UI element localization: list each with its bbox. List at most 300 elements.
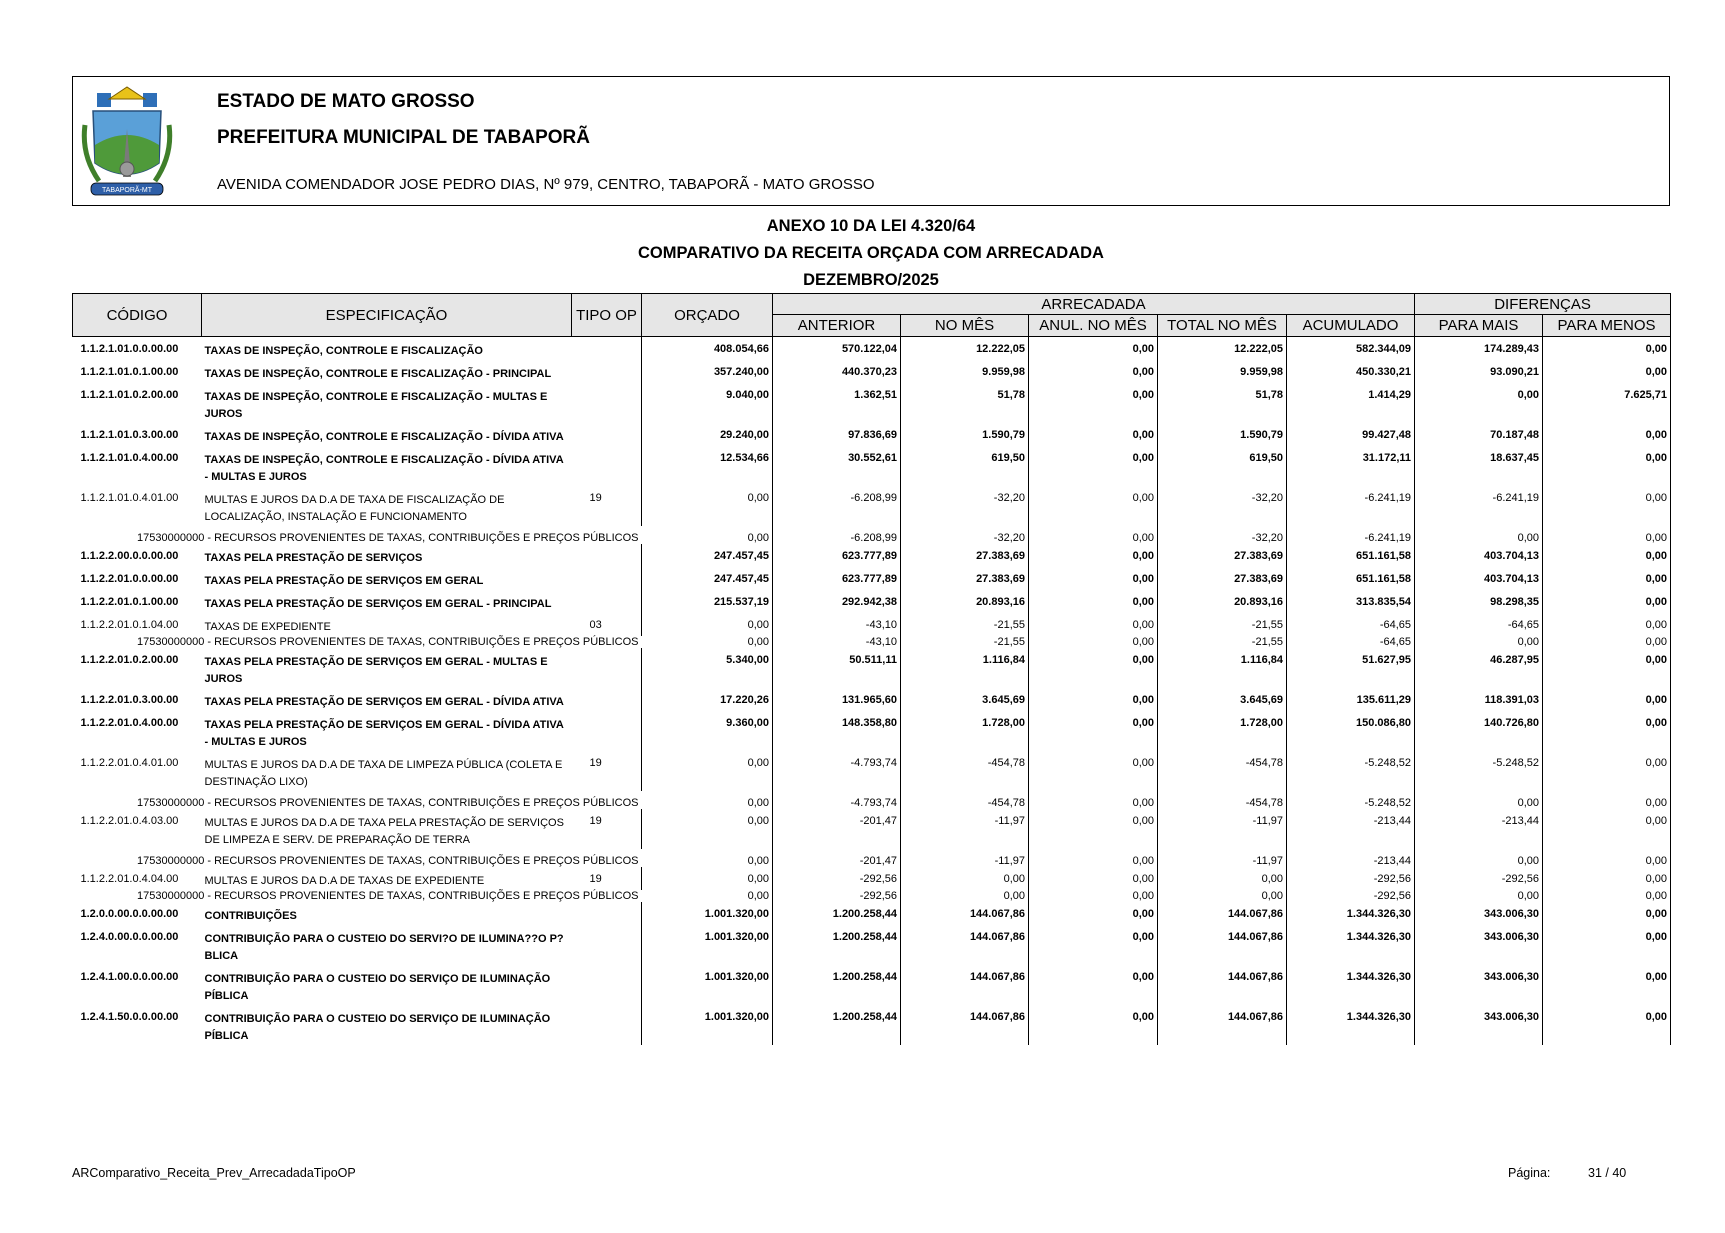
cell-orcado: 9.040,00 bbox=[642, 383, 773, 423]
row-code: 1.1.2.2.01.0.4.00.00 bbox=[80, 717, 179, 729]
cell-no-mes: 144.067,86 bbox=[901, 925, 1029, 965]
row-specification: TAXAS DE INSPEÇÃO, CONTROLE E FISCALIZAÇÃO - PRINCIPAL bbox=[204, 368, 552, 380]
resource-source: 17530000000 - RECURSOS PROVENIENTES DE TAXAS, CONTRIBUIÇÕES E PREÇOS PÚBLICOS bbox=[137, 636, 639, 648]
cell-anterior: 30.552,61 bbox=[773, 446, 901, 486]
cell-acumulado: 1.414,29 bbox=[1287, 383, 1415, 423]
col-header-para-menos: PARA MENOS bbox=[1543, 315, 1671, 337]
cell-anul-no-mes: 0,00 bbox=[1029, 383, 1158, 423]
cell-para-mais: 140.726,80 bbox=[1415, 711, 1543, 751]
cell-para-mais: 343.006,30 bbox=[1415, 925, 1543, 965]
cell-orcado: 0,00 bbox=[642, 526, 773, 544]
cell-orcado: 215.537,19 bbox=[642, 590, 773, 613]
cell-no-mes: -32,20 bbox=[901, 486, 1029, 526]
resource-row bbox=[73, 636, 1671, 648]
cell-para-menos: 0,00 bbox=[1543, 648, 1671, 688]
table-row bbox=[73, 648, 1671, 688]
cell-para-mais: 343.006,30 bbox=[1415, 1005, 1543, 1045]
row-specification: MULTAS E JUROS DA D.A DE TAXA PELA PRESTAÇÃO DE SERVIÇOS DE LIMPEZA E SERV. DE PREPARAÇÃO DE TERRA bbox=[204, 817, 564, 846]
row-code: 1.1.2.2.01.0.4.01.00 bbox=[80, 757, 179, 769]
cell-acumulado: 651.161,58 bbox=[1287, 567, 1415, 590]
row-specification: TAXAS DE INSPEÇÃO, CONTROLE E FISCALIZAÇÃO bbox=[204, 345, 483, 357]
row-tipo-op bbox=[572, 544, 642, 567]
cell-anterior: 1.200.258,44 bbox=[773, 1005, 901, 1045]
col-header-anterior: ANTERIOR bbox=[773, 315, 901, 337]
resource-row bbox=[73, 849, 1671, 867]
cell-para-menos: 0,00 bbox=[1543, 711, 1671, 751]
row-tipo-op: 19 bbox=[572, 809, 642, 849]
resource-source: 17530000000 - RECURSOS PROVENIENTES DE TAXAS, CONTRIBUIÇÕES E PREÇOS PÚBLICOS bbox=[137, 855, 639, 867]
cell-para-menos: 0,00 bbox=[1543, 544, 1671, 567]
row-tipo-op bbox=[572, 1005, 642, 1045]
cell-orcado: 408.054,66 bbox=[642, 337, 773, 361]
cell-anul-no-mes: 0,00 bbox=[1029, 1005, 1158, 1045]
report-title-period: DEZEMBRO/2025 bbox=[803, 271, 939, 289]
table-row bbox=[73, 613, 1671, 636]
cell-para-mais: -292,56 bbox=[1415, 867, 1543, 890]
table-row bbox=[73, 590, 1671, 613]
municipal-crest-icon bbox=[79, 85, 175, 201]
cell-acumulado: -213,44 bbox=[1287, 849, 1415, 867]
row-code: 1.2.4.0.00.0.0.00.00 bbox=[80, 931, 179, 943]
col-header-acumulado: ACUMULADO bbox=[1287, 315, 1415, 337]
table-row bbox=[73, 925, 1671, 965]
cell-anterior: 623.777,89 bbox=[773, 567, 901, 590]
row-code: 1.1.2.2.01.0.2.00.00 bbox=[80, 654, 179, 666]
row-specification: MULTAS E JUROS DA D.A DE TAXAS DE EXPEDIENTE bbox=[204, 875, 485, 887]
cell-para-mais: 18.637,45 bbox=[1415, 446, 1543, 486]
cell-total-no-mes: -454,78 bbox=[1158, 791, 1287, 809]
cell-para-menos: 0,00 bbox=[1543, 791, 1671, 809]
row-specification: TAXAS PELA PRESTAÇÃO DE SERVIÇOS EM GERAL bbox=[204, 575, 484, 587]
revenue-table bbox=[72, 293, 1671, 1045]
row-specification: TAXAS PELA PRESTAÇÃO DE SERVIÇOS EM GERAL - DÍVIDA ATIVA bbox=[204, 696, 564, 708]
cell-acumulado: -292,56 bbox=[1287, 890, 1415, 902]
cell-total-no-mes: 144.067,86 bbox=[1158, 965, 1287, 1005]
cell-anterior: 148.358,80 bbox=[773, 711, 901, 751]
cell-anul-no-mes: 0,00 bbox=[1029, 751, 1158, 791]
row-specification: TAXAS DE INSPEÇÃO, CONTROLE E FISCALIZAÇÃO - DÍVIDA ATIVA bbox=[204, 431, 564, 443]
row-specification: CONTRIBUIÇÃO PARA O CUSTEIO DO SERVIÇO DE ILUMINAÇÃO PÍBLICA bbox=[204, 1013, 551, 1042]
row-tipo-op: 19 bbox=[572, 867, 642, 890]
cell-total-no-mes: 144.067,86 bbox=[1158, 925, 1287, 965]
col-header-total-no-mes: TOTAL NO MÊS bbox=[1158, 315, 1287, 337]
cell-para-mais: 46.287,95 bbox=[1415, 648, 1543, 688]
cell-total-no-mes: -21,55 bbox=[1158, 613, 1287, 636]
cell-orcado: 357.240,00 bbox=[642, 360, 773, 383]
cell-anterior: -6.208,99 bbox=[773, 526, 901, 544]
cell-total-no-mes: 1.728,00 bbox=[1158, 711, 1287, 751]
table-row bbox=[73, 360, 1671, 383]
cell-anterior: 1.362,51 bbox=[773, 383, 901, 423]
row-tipo-op bbox=[572, 648, 642, 688]
cell-orcado: 0,00 bbox=[642, 867, 773, 890]
row-code: 1.1.2.2.01.0.3.00.00 bbox=[80, 694, 179, 706]
cell-para-mais: 174.289,43 bbox=[1415, 337, 1543, 361]
cell-acumulado: 1.344.326,30 bbox=[1287, 902, 1415, 925]
cell-acumulado: 1.344.326,30 bbox=[1287, 965, 1415, 1005]
cell-para-mais: 343.006,30 bbox=[1415, 965, 1543, 1005]
cell-orcado: 1.001.320,00 bbox=[642, 1005, 773, 1045]
row-tipo-op bbox=[572, 567, 642, 590]
row-specification: TAXAS PELA PRESTAÇÃO DE SERVIÇOS EM GERAL - PRINCIPAL bbox=[204, 598, 552, 610]
prefecture-address: AVENIDA COMENDADOR JOSE PEDRO DIAS, Nº 979, CENTRO, TABAPORÃ - MATO GROSSO bbox=[217, 176, 875, 193]
cell-para-menos: 0,00 bbox=[1543, 636, 1671, 648]
cell-no-mes: 144.067,86 bbox=[901, 902, 1029, 925]
cell-para-menos: 0,00 bbox=[1543, 751, 1671, 791]
cell-anterior: -43,10 bbox=[773, 636, 901, 648]
report-title-main: COMPARATIVO DA RECEITA ORÇADA COM ARRECADADA bbox=[638, 244, 1104, 262]
cell-no-mes: 20.893,16 bbox=[901, 590, 1029, 613]
cell-acumulado: -6.241,19 bbox=[1287, 526, 1415, 544]
cell-para-menos: 0,00 bbox=[1543, 849, 1671, 867]
cell-orcado: 0,00 bbox=[642, 849, 773, 867]
table-row bbox=[73, 544, 1671, 567]
cell-no-mes: 27.383,69 bbox=[901, 544, 1029, 567]
row-specification: TAXAS PELA PRESTAÇÃO DE SERVIÇOS bbox=[204, 552, 423, 564]
cell-anul-no-mes: 0,00 bbox=[1029, 711, 1158, 751]
cell-para-menos: 0,00 bbox=[1543, 965, 1671, 1005]
cell-total-no-mes: 20.893,16 bbox=[1158, 590, 1287, 613]
cell-anul-no-mes: 0,00 bbox=[1029, 636, 1158, 648]
cell-acumulado: 313.835,54 bbox=[1287, 590, 1415, 613]
cell-orcado: 0,00 bbox=[642, 751, 773, 791]
cell-anterior: -201,47 bbox=[773, 809, 901, 849]
row-specification: CONTRIBUIÇÃO PARA O CUSTEIO DO SERVI?O DE ILUMINA??O P?BLICA bbox=[204, 933, 564, 962]
col-group-diferencas: DIFERENÇAS bbox=[1415, 294, 1671, 315]
row-code: 1.1.2.1.01.0.0.00.00 bbox=[80, 343, 179, 355]
row-specification: MULTAS E JUROS DA D.A DE TAXA DE FISCALIZAÇÃO DE LOCALIZAÇÃO, INSTALAÇÃO E FUNCIONAMENTO bbox=[204, 494, 505, 523]
cell-total-no-mes: -454,78 bbox=[1158, 751, 1287, 791]
cell-para-menos: 0,00 bbox=[1543, 567, 1671, 590]
cell-anterior: -43,10 bbox=[773, 613, 901, 636]
cell-no-mes: 0,00 bbox=[901, 867, 1029, 890]
row-specification: MULTAS E JUROS DA D.A DE TAXA DE LIMPEZA PÚBLICA (COLETA E DESTINAÇÃO LIXO) bbox=[204, 759, 563, 788]
row-tipo-op bbox=[572, 902, 642, 925]
table-row bbox=[73, 965, 1671, 1005]
cell-no-mes: 619,50 bbox=[901, 446, 1029, 486]
cell-orcado: 0,00 bbox=[642, 890, 773, 902]
resource-source: 17530000000 - RECURSOS PROVENIENTES DE TAXAS, CONTRIBUIÇÕES E PREÇOS PÚBLICOS bbox=[137, 890, 639, 902]
row-code: 1.1.2.2.01.0.0.00.00 bbox=[80, 573, 179, 585]
col-header-orcado: ORÇADO bbox=[642, 294, 773, 337]
row-specification: CONTRIBUIÇÕES bbox=[204, 910, 297, 922]
cell-para-menos: 0,00 bbox=[1543, 613, 1671, 636]
cell-total-no-mes: 12.222,05 bbox=[1158, 337, 1287, 361]
row-tipo-op bbox=[572, 423, 642, 446]
cell-para-menos: 0,00 bbox=[1543, 925, 1671, 965]
row-code: 1.1.2.2.01.0.1.00.00 bbox=[80, 596, 179, 608]
cell-para-mais: 403.704,13 bbox=[1415, 567, 1543, 590]
cell-para-menos: 0,00 bbox=[1543, 688, 1671, 711]
cell-orcado: 12.534,66 bbox=[642, 446, 773, 486]
cell-para-menos: 0,00 bbox=[1543, 1005, 1671, 1045]
col-header-codigo: CÓDIGO bbox=[73, 294, 202, 337]
cell-no-mes: -454,78 bbox=[901, 751, 1029, 791]
resource-source: 17530000000 - RECURSOS PROVENIENTES DE TAXAS, CONTRIBUIÇÕES E PREÇOS PÚBLICOS bbox=[137, 797, 639, 809]
table-row bbox=[73, 383, 1671, 423]
row-specification: TAXAS PELA PRESTAÇÃO DE SERVIÇOS EM GERAL - MULTAS E JUROS bbox=[204, 656, 548, 685]
row-tipo-op: 19 bbox=[572, 751, 642, 791]
cell-orcado: 1.001.320,00 bbox=[642, 965, 773, 1005]
cell-no-mes: -454,78 bbox=[901, 791, 1029, 809]
cell-para-mais: -213,44 bbox=[1415, 809, 1543, 849]
cell-anul-no-mes: 0,00 bbox=[1029, 890, 1158, 902]
table-row bbox=[73, 751, 1671, 791]
cell-acumulado: 51.627,95 bbox=[1287, 648, 1415, 688]
cell-no-mes: -32,20 bbox=[901, 526, 1029, 544]
col-group-arrecadada: ARRECADADA bbox=[773, 294, 1415, 315]
cell-total-no-mes: -32,20 bbox=[1158, 486, 1287, 526]
cell-orcado: 9.360,00 bbox=[642, 711, 773, 751]
table-row bbox=[73, 337, 1671, 361]
cell-anul-no-mes: 0,00 bbox=[1029, 867, 1158, 890]
table-row bbox=[73, 1005, 1671, 1045]
cell-no-mes: 12.222,05 bbox=[901, 337, 1029, 361]
cell-orcado: 0,00 bbox=[642, 809, 773, 849]
cell-acumulado: 651.161,58 bbox=[1287, 544, 1415, 567]
cell-no-mes: 144.067,86 bbox=[901, 1005, 1029, 1045]
cell-anterior: 1.200.258,44 bbox=[773, 902, 901, 925]
table-row bbox=[73, 902, 1671, 925]
cell-anterior: 50.511,11 bbox=[773, 648, 901, 688]
row-tipo-op: 03 bbox=[572, 613, 642, 636]
cell-anterior: -6.208,99 bbox=[773, 486, 901, 526]
cell-acumulado: -64,65 bbox=[1287, 613, 1415, 636]
table-row bbox=[73, 423, 1671, 446]
cell-orcado: 1.001.320,00 bbox=[642, 902, 773, 925]
cell-anul-no-mes: 0,00 bbox=[1029, 486, 1158, 526]
row-code: 1.1.2.1.01.0.1.00.00 bbox=[80, 366, 179, 378]
cell-anul-no-mes: 0,00 bbox=[1029, 965, 1158, 1005]
cell-orcado: 247.457,45 bbox=[642, 567, 773, 590]
cell-acumulado: 31.172,11 bbox=[1287, 446, 1415, 486]
cell-no-mes: 9.959,98 bbox=[901, 360, 1029, 383]
cell-anterior: 623.777,89 bbox=[773, 544, 901, 567]
row-specification: TAXAS PELA PRESTAÇÃO DE SERVIÇOS EM GERAL - DÍVIDA ATIVA - MULTAS E JUROS bbox=[204, 719, 564, 748]
cell-para-mais: -5.248,52 bbox=[1415, 751, 1543, 791]
cell-para-mais: 70.187,48 bbox=[1415, 423, 1543, 446]
col-header-no-mes: NO MÊS bbox=[901, 315, 1029, 337]
cell-anterior: 292.942,38 bbox=[773, 590, 901, 613]
cell-anul-no-mes: 0,00 bbox=[1029, 809, 1158, 849]
cell-no-mes: 1.728,00 bbox=[901, 711, 1029, 751]
cell-acumulado: 582.344,09 bbox=[1287, 337, 1415, 361]
row-tipo-op: 19 bbox=[572, 486, 642, 526]
cell-anul-no-mes: 0,00 bbox=[1029, 849, 1158, 867]
cell-acumulado: -5.248,52 bbox=[1287, 791, 1415, 809]
cell-total-no-mes: 0,00 bbox=[1158, 867, 1287, 890]
cell-acumulado: -64,65 bbox=[1287, 636, 1415, 648]
cell-anterior: -4.793,74 bbox=[773, 791, 901, 809]
row-tipo-op bbox=[572, 360, 642, 383]
row-tipo-op bbox=[572, 337, 642, 361]
cell-no-mes: 1.116,84 bbox=[901, 648, 1029, 688]
cell-para-mais: 118.391,03 bbox=[1415, 688, 1543, 711]
cell-anul-no-mes: 0,00 bbox=[1029, 446, 1158, 486]
cell-no-mes: -11,97 bbox=[901, 809, 1029, 849]
row-code: 1.1.2.2.01.0.4.03.00 bbox=[80, 815, 179, 827]
svg-text:TABAPORÃ-MT: TABAPORÃ-MT bbox=[101, 187, 153, 194]
row-code: 1.1.2.2.01.0.4.04.00 bbox=[80, 873, 179, 885]
cell-anul-no-mes: 0,00 bbox=[1029, 590, 1158, 613]
cell-para-mais: 0,00 bbox=[1415, 849, 1543, 867]
cell-para-menos: 0,00 bbox=[1543, 526, 1671, 544]
cell-anul-no-mes: 0,00 bbox=[1029, 423, 1158, 446]
cell-para-mais: 0,00 bbox=[1415, 890, 1543, 902]
page-label: Página: bbox=[1508, 1166, 1551, 1180]
cell-total-no-mes: -21,55 bbox=[1158, 636, 1287, 648]
page-number: 31 / 40 bbox=[1588, 1166, 1627, 1180]
cell-orcado: 0,00 bbox=[642, 636, 773, 648]
cell-para-mais: 0,00 bbox=[1415, 636, 1543, 648]
cell-acumulado: 99.427,48 bbox=[1287, 423, 1415, 446]
row-code: 1.1.2.2.00.0.0.00.00 bbox=[80, 550, 179, 562]
cell-para-menos: 0,00 bbox=[1543, 867, 1671, 890]
cell-total-no-mes: 144.067,86 bbox=[1158, 1005, 1287, 1045]
col-header-tipo-op: TIPO OP bbox=[572, 294, 642, 337]
cell-total-no-mes: -32,20 bbox=[1158, 526, 1287, 544]
cell-anul-no-mes: 0,00 bbox=[1029, 567, 1158, 590]
row-specification: TAXAS DE INSPEÇÃO, CONTROLE E FISCALIZAÇÃO - MULTAS E JUROS bbox=[204, 391, 548, 420]
cell-total-no-mes: -11,97 bbox=[1158, 809, 1287, 849]
cell-orcado: 247.457,45 bbox=[642, 544, 773, 567]
cell-orcado: 1.001.320,00 bbox=[642, 925, 773, 965]
table-row bbox=[73, 809, 1671, 849]
table-row bbox=[73, 486, 1671, 526]
table-row bbox=[73, 867, 1671, 890]
row-code: 1.2.4.1.00.0.0.00.00 bbox=[80, 971, 179, 983]
cell-para-mais: 0,00 bbox=[1415, 526, 1543, 544]
row-code: 1.1.2.1.01.0.4.01.00 bbox=[80, 492, 179, 504]
row-specification: TAXAS DE EXPEDIENTE bbox=[204, 621, 331, 633]
report-header bbox=[72, 76, 1670, 206]
cell-total-no-mes: 51,78 bbox=[1158, 383, 1287, 423]
prefecture-name: PREFEITURA MUNICIPAL DE TABAPORÃ bbox=[217, 127, 590, 148]
cell-anterior: 1.200.258,44 bbox=[773, 925, 901, 965]
cell-para-menos: 0,00 bbox=[1543, 360, 1671, 383]
cell-anterior: 97.836,69 bbox=[773, 423, 901, 446]
cell-total-no-mes: 619,50 bbox=[1158, 446, 1287, 486]
cell-orcado: 29.240,00 bbox=[642, 423, 773, 446]
cell-anterior: 570.122,04 bbox=[773, 337, 901, 361]
cell-total-no-mes: 1.590,79 bbox=[1158, 423, 1287, 446]
row-tipo-op bbox=[572, 590, 642, 613]
cell-anterior: -292,56 bbox=[773, 867, 901, 890]
table-row bbox=[73, 711, 1671, 751]
table-row bbox=[73, 567, 1671, 590]
report-titles bbox=[72, 213, 1670, 294]
cell-acumulado: 1.344.326,30 bbox=[1287, 925, 1415, 965]
table-row bbox=[73, 446, 1671, 486]
cell-para-mais: 98.298,35 bbox=[1415, 590, 1543, 613]
row-code: 1.1.2.1.01.0.3.00.00 bbox=[80, 429, 179, 441]
cell-acumulado: -213,44 bbox=[1287, 809, 1415, 849]
cell-para-menos: 0,00 bbox=[1543, 590, 1671, 613]
cell-acumulado: -5.248,52 bbox=[1287, 751, 1415, 791]
report-title-annex: ANEXO 10 DA LEI 4.320/64 bbox=[766, 217, 976, 235]
cell-anul-no-mes: 0,00 bbox=[1029, 925, 1158, 965]
table-body bbox=[73, 337, 1671, 1046]
row-code: 1.1.2.1.01.0.2.00.00 bbox=[80, 389, 179, 401]
cell-acumulado: 450.330,21 bbox=[1287, 360, 1415, 383]
row-tipo-op bbox=[572, 711, 642, 751]
cell-para-menos: 0,00 bbox=[1543, 890, 1671, 902]
cell-total-no-mes: 27.383,69 bbox=[1158, 567, 1287, 590]
cell-anterior: 440.370,23 bbox=[773, 360, 901, 383]
table-row bbox=[73, 688, 1671, 711]
cell-total-no-mes: 9.959,98 bbox=[1158, 360, 1287, 383]
cell-para-mais: 0,00 bbox=[1415, 383, 1543, 423]
col-header-para-mais: PARA MAIS bbox=[1415, 315, 1543, 337]
row-tipo-op bbox=[572, 688, 642, 711]
cell-total-no-mes: 3.645,69 bbox=[1158, 688, 1287, 711]
cell-anul-no-mes: 0,00 bbox=[1029, 544, 1158, 567]
cell-anul-no-mes: 0,00 bbox=[1029, 902, 1158, 925]
row-tipo-op bbox=[572, 383, 642, 423]
cell-anul-no-mes: 0,00 bbox=[1029, 360, 1158, 383]
row-tipo-op bbox=[572, 925, 642, 965]
cell-acumulado: -292,56 bbox=[1287, 867, 1415, 890]
row-tipo-op bbox=[572, 965, 642, 1005]
row-code: 1.2.4.1.50.0.0.00.00 bbox=[80, 1011, 179, 1023]
row-tipo-op bbox=[572, 446, 642, 486]
resource-source: 17530000000 - RECURSOS PROVENIENTES DE TAXAS, CONTRIBUIÇÕES E PREÇOS PÚBLICOS bbox=[137, 532, 639, 544]
cell-para-mais: 343.006,30 bbox=[1415, 902, 1543, 925]
cell-total-no-mes: 0,00 bbox=[1158, 890, 1287, 902]
cell-acumulado: 135.611,29 bbox=[1287, 688, 1415, 711]
cell-acumulado: 150.086,80 bbox=[1287, 711, 1415, 751]
cell-anterior: 1.200.258,44 bbox=[773, 965, 901, 1005]
cell-anul-no-mes: 0,00 bbox=[1029, 791, 1158, 809]
cell-no-mes: -21,55 bbox=[901, 636, 1029, 648]
cell-total-no-mes: -11,97 bbox=[1158, 849, 1287, 867]
cell-para-mais: 0,00 bbox=[1415, 791, 1543, 809]
cell-para-menos: 0,00 bbox=[1543, 446, 1671, 486]
cell-total-no-mes: 27.383,69 bbox=[1158, 544, 1287, 567]
cell-total-no-mes: 144.067,86 bbox=[1158, 902, 1287, 925]
cell-para-mais: -6.241,19 bbox=[1415, 486, 1543, 526]
cell-para-mais: 93.090,21 bbox=[1415, 360, 1543, 383]
cell-orcado: 0,00 bbox=[642, 791, 773, 809]
cell-para-menos: 0,00 bbox=[1543, 423, 1671, 446]
state-name: ESTADO DE MATO GROSSO bbox=[217, 91, 475, 112]
cell-para-menos: 0,00 bbox=[1543, 902, 1671, 925]
row-code: 1.1.2.2.01.0.1.04.00 bbox=[80, 619, 179, 631]
cell-para-menos: 0,00 bbox=[1543, 486, 1671, 526]
resource-row bbox=[73, 890, 1671, 902]
cell-no-mes: 0,00 bbox=[901, 890, 1029, 902]
cell-no-mes: 27.383,69 bbox=[901, 567, 1029, 590]
cell-orcado: 5.340,00 bbox=[642, 648, 773, 688]
cell-total-no-mes: 1.116,84 bbox=[1158, 648, 1287, 688]
col-header-anul-no-mes: ANUL. NO MÊS bbox=[1029, 315, 1158, 337]
resource-row bbox=[73, 526, 1671, 544]
cell-anterior: -4.793,74 bbox=[773, 751, 901, 791]
cell-para-menos: 0,00 bbox=[1543, 809, 1671, 849]
cell-orcado: 0,00 bbox=[642, 613, 773, 636]
cell-anul-no-mes: 0,00 bbox=[1029, 337, 1158, 361]
col-header-especificacao: ESPECIFICAÇÃO bbox=[202, 294, 572, 337]
cell-para-menos: 0,00 bbox=[1543, 337, 1671, 361]
cell-orcado: 0,00 bbox=[642, 486, 773, 526]
cell-orcado: 17.220,26 bbox=[642, 688, 773, 711]
row-specification: CONTRIBUIÇÃO PARA O CUSTEIO DO SERVIÇO DE ILUMINAÇÃO PÍBLICA bbox=[204, 973, 551, 1002]
row-code: 1.2.0.0.00.0.0.00.00 bbox=[80, 908, 179, 920]
cell-anul-no-mes: 0,00 bbox=[1029, 648, 1158, 688]
cell-no-mes: -21,55 bbox=[901, 613, 1029, 636]
cell-para-menos: 7.625,71 bbox=[1543, 383, 1671, 423]
resource-row bbox=[73, 791, 1671, 809]
